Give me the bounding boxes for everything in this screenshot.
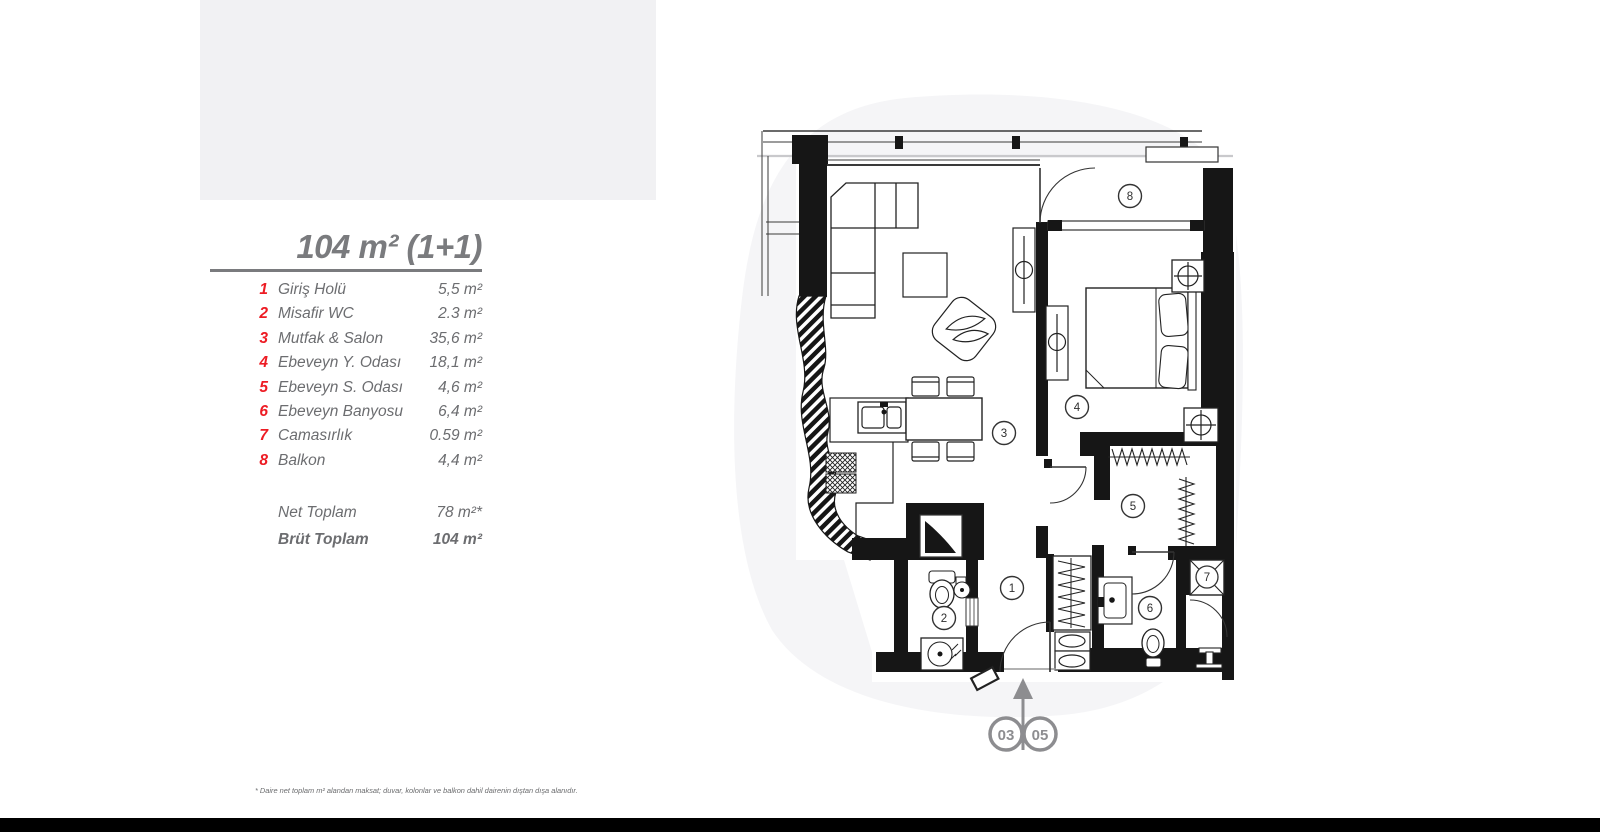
room-area: 5,5 m²	[438, 281, 482, 298]
footnote: * Daire net toplam m² alandan maksat; duvar, kolonlar ve balkon dahil dairenin dıştan dışa alanıdır.	[255, 786, 578, 795]
room-label-2	[933, 607, 956, 630]
wc-pocket-door	[966, 598, 978, 626]
room-area: 4,4 m²	[438, 451, 482, 469]
legend-row	[210, 400, 482, 424]
unit-number-label: 03	[997, 727, 1015, 744]
room-label-7	[1196, 566, 1218, 588]
legend-row	[210, 278, 482, 302]
bottom-black-bar	[0, 818, 1600, 832]
room-label-1	[1001, 577, 1024, 600]
net-total-value: 78 m²*	[436, 504, 482, 522]
room-number: 1	[259, 281, 268, 298]
room-name: Ebeveyn S. Odası	[278, 378, 403, 396]
room-area: 6,4 m²	[438, 402, 482, 420]
room-label-4	[1066, 396, 1089, 419]
room-area: 18,1 m²	[429, 354, 482, 372]
unit-number-label: 05	[1031, 727, 1049, 744]
sink	[858, 402, 906, 433]
hall-wardrobe	[1053, 556, 1091, 670]
room-number: 5	[259, 378, 268, 396]
room-label-6	[1139, 597, 1162, 620]
coffee-table	[903, 253, 947, 297]
net-total-label: Net Toplam	[278, 504, 357, 522]
room-area: 2.3 m²	[438, 305, 482, 323]
legend-rows	[210, 278, 482, 473]
bed	[1086, 286, 1196, 390]
legend-row	[210, 376, 482, 400]
gross-total-label: Brüt Toplam	[278, 531, 369, 549]
gross-total-row	[210, 526, 482, 553]
legend-row	[210, 327, 482, 351]
washing-machine	[921, 638, 963, 670]
room-label-3	[993, 422, 1016, 445]
svg-text:8: 8	[1126, 191, 1134, 203]
floor-plan	[700, 88, 1260, 778]
room-name: Ebeveyn Banyosu	[278, 402, 403, 420]
room-name: Mutfak & Salon	[278, 329, 384, 347]
room-number: 6	[259, 402, 268, 420]
legend-row	[210, 351, 482, 375]
room-name: Balkon	[278, 451, 326, 469]
room-number: 4	[259, 354, 268, 372]
svg-text:7: 7	[1203, 572, 1211, 584]
unit-circle-05	[1024, 718, 1056, 750]
room-name: Misafir WC	[278, 305, 354, 323]
room-area: 0.59 m²	[429, 427, 482, 445]
room-number: 3	[259, 329, 268, 347]
room-number: 7	[259, 427, 268, 445]
svg-text:2: 2	[940, 613, 948, 625]
top-left-gray-panel	[200, 0, 656, 200]
legend-row	[210, 302, 482, 326]
svg-text:4: 4	[1073, 402, 1081, 414]
room-name: Camasırlık	[278, 427, 353, 445]
entry-closet	[920, 515, 962, 557]
room-label-5	[1122, 495, 1145, 518]
room-name: Ebeveyn Y. Odası	[278, 354, 402, 372]
svg-text:6: 6	[1146, 603, 1154, 615]
svg-text:5: 5	[1129, 501, 1137, 513]
room-area: 4,6 m²	[438, 378, 482, 396]
legend-row	[210, 449, 482, 473]
room-number: 2	[259, 305, 268, 323]
room-number: 8	[259, 451, 268, 469]
legend-totals	[210, 499, 482, 553]
room-name: Giriş Holü	[278, 281, 347, 298]
gross-total-value: 104 m²	[432, 531, 482, 549]
unit-legend	[210, 226, 482, 553]
room-area: 35,6 m²	[429, 329, 482, 347]
room-label-8	[1119, 185, 1142, 208]
net-total-row	[210, 499, 482, 526]
svg-text:3: 3	[1000, 428, 1008, 440]
svg-text:1: 1	[1008, 583, 1016, 595]
legend-row	[210, 424, 482, 448]
legend-divider	[210, 269, 482, 272]
unit-circle-03	[990, 718, 1022, 750]
unit-title: 104 m² (1+1)	[296, 228, 482, 265]
